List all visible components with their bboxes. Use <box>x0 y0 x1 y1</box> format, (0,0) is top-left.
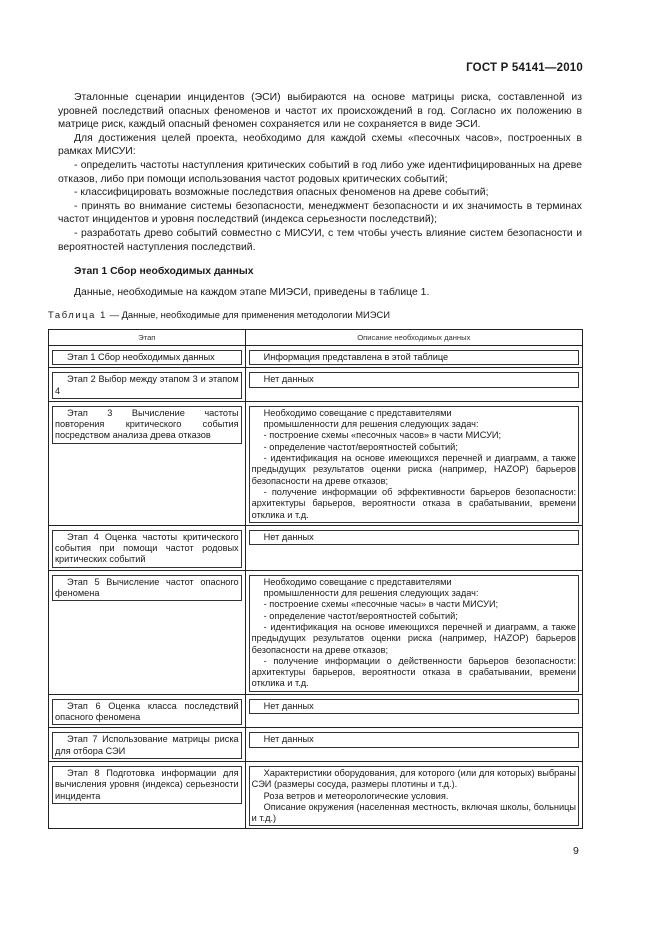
stage-cell <box>49 761 246 828</box>
table-row <box>49 368 583 402</box>
description-line: Характеристики оборудования, для которого (или для которых) выбраны СЭИ (размеры сосуда, размеры плотины и т.д.). <box>251 767 576 790</box>
description-line: промышленности для решения следующих задач: <box>263 588 479 599</box>
description-cell <box>245 401 582 525</box>
intro-list-item: - классифицировать возможные последствия опасных феноменов на древе событий; <box>74 187 489 199</box>
stage-cell <box>49 401 246 525</box>
description-line: - получение информации об эффективности барьеров безопасности: архитектуры барьеров, вероятности отказа в срабатывании, времени отклика и т.д. <box>251 486 576 520</box>
description-line: Роза ветров и метеорологические условия. <box>263 790 449 801</box>
description-line: Нет данных <box>263 374 314 385</box>
stage-label: Этап 2 Выбор между этапом 3 и этапом 4 <box>55 374 239 396</box>
page-number: 9 <box>573 845 579 857</box>
section-text: Данные, необходимые на каждом этапе МИЭСИ, приведены в таблице 1. <box>74 286 430 298</box>
table-caption-text: — Данные, необходимые для применения методологии МИЭСИ <box>106 309 391 320</box>
table-row <box>49 570 583 694</box>
description-text <box>249 575 579 692</box>
stage-cell <box>49 570 246 694</box>
section-title: Этап 1 Сбор необходимых данных <box>74 266 254 278</box>
description-line: - построение схемы «песочные часы» в части МИСУИ; <box>263 599 499 610</box>
stage-text <box>52 372 242 399</box>
description-line: - построение схемы «песочных часов» в части МИСУИ; <box>263 430 502 441</box>
table-header-row <box>49 330 583 346</box>
intro-list-item: - принять во внимание системы безопасности, менеджмент безопасности и их значимость в терминах частот инцидентов и уровня последствий (индекса серьезности последствий); <box>58 200 582 226</box>
stage-label: Этап 1 Сбор необходимых данных <box>67 352 215 362</box>
table-caption-label: Таблица 1 <box>48 309 107 320</box>
stage-text <box>52 350 242 365</box>
description-line: - определение частот/вероятностей событий; <box>263 610 458 621</box>
table-row <box>49 525 583 570</box>
description-cell <box>245 761 582 828</box>
description-line: Информация представлена в этой таблице <box>263 352 449 362</box>
stage-text <box>52 699 242 726</box>
intro-paragraph: Для достижения целей проекта, необходимо для каждой схемы «песочных часов», построенных в рамках МИСУИ: <box>58 132 582 158</box>
stage-label: Этап 8 Подготовка информации для вычисления уровня (индекса) серьезности инцидента <box>55 767 239 801</box>
description-text <box>249 406 579 523</box>
description-line: Описание окружения (населенная местность, включая школы, больницы и т.д.) <box>251 801 576 824</box>
description-cell <box>245 728 582 762</box>
table-row <box>49 728 583 762</box>
table-header-description: Описание необходимых данных <box>245 330 582 346</box>
body-text <box>58 91 582 299</box>
description-text <box>249 372 579 387</box>
stage-text <box>52 530 242 568</box>
description-line: Необходимо совещание с представителями <box>263 576 452 587</box>
description-cell <box>245 368 582 402</box>
description-cell <box>245 346 582 368</box>
description-line: - определение частот/вероятностей событий; <box>263 441 458 452</box>
description-text <box>249 699 579 714</box>
description-line: - идентификация на основе имеющихся перечней и диаграмм, а также предыдущих результатов оценки риска (например, HAZOP) барьеров безопасности на древе отказов; <box>251 621 576 655</box>
stage-text <box>52 575 242 602</box>
stage-cell <box>49 694 246 728</box>
intro-list-item: - разработать древо событий совместно с МИСУИ, с тем чтобы учесть влияние систем безопасности и вероятностей наступления последствий. <box>58 227 582 253</box>
table-header-stage: Этап <box>49 330 246 346</box>
description-line: промышленности для решения следующих задач: <box>263 419 479 430</box>
table-body <box>49 346 583 829</box>
description-line: - идентификация на основе имеющихся перечней и диаграмм, а также предыдущих результатов оценки риска (например, HAZOP) барьеров безопасности на древе отказов; <box>251 453 576 486</box>
document-code: ГОСТ Р 54141—2010 <box>466 62 583 74</box>
stage-text <box>52 766 242 804</box>
intro-list-item: - определить частоты наступления критических событий в год либо уже идентифицированных на древе отказов, либо при помощи использования частот родовых критических событий; <box>58 159 582 185</box>
stage-label: Этап 6 Оценка класса последствий опасного феномена <box>55 700 239 723</box>
stage-cell <box>49 728 246 762</box>
stage-label: Этап 4 Оценка частоты критического события при помощи частот родовых критических событий <box>55 531 239 565</box>
stage-label: Этап 5 Вычисление частот опасного феномена <box>55 576 239 599</box>
description-cell <box>245 570 582 694</box>
stage-cell <box>49 346 246 368</box>
table-row <box>49 761 583 828</box>
table-row <box>49 694 583 728</box>
stage-label: Этап 3 Вычисление частоты повторения критического события посредством анализа древа отказов <box>55 407 239 441</box>
stage-text <box>52 406 242 444</box>
data-table <box>48 329 583 829</box>
description-text <box>249 766 579 826</box>
stage-text <box>52 732 242 759</box>
description-line: Нет данных <box>263 700 314 711</box>
table-caption <box>48 309 390 320</box>
description-cell <box>245 525 582 570</box>
table-row <box>49 401 583 525</box>
stage-cell <box>49 368 246 402</box>
description-line: Нет данных <box>263 531 314 542</box>
description-text <box>249 530 579 545</box>
description-line: - получение информации о действенности барьеров безопасности: архитектуры барьеров, вероятности отказа в срабатывании, времени отклика и т.д. <box>251 655 576 689</box>
description-text <box>249 350 579 365</box>
stage-cell <box>49 525 246 570</box>
description-line: Необходимо совещание с представителями <box>263 407 452 418</box>
stage-label: Этап 7 Использование матрицы риска для отбора СЭИ <box>55 734 239 756</box>
description-text <box>249 732 579 747</box>
intro-paragraph: Эталонные сценарии инцидентов (ЭСИ) выбираются на основе матрицы риска, составленной из уровней последствий опасных феноменов и частот их происхождений в год. Согласно их положению в матрице риск, каждый опасный феномен сохраняется или не сохраняется в виде ЭСИ. <box>58 92 582 131</box>
description-cell <box>245 694 582 728</box>
table-row <box>49 346 583 368</box>
description-line: Нет данных <box>263 734 314 745</box>
